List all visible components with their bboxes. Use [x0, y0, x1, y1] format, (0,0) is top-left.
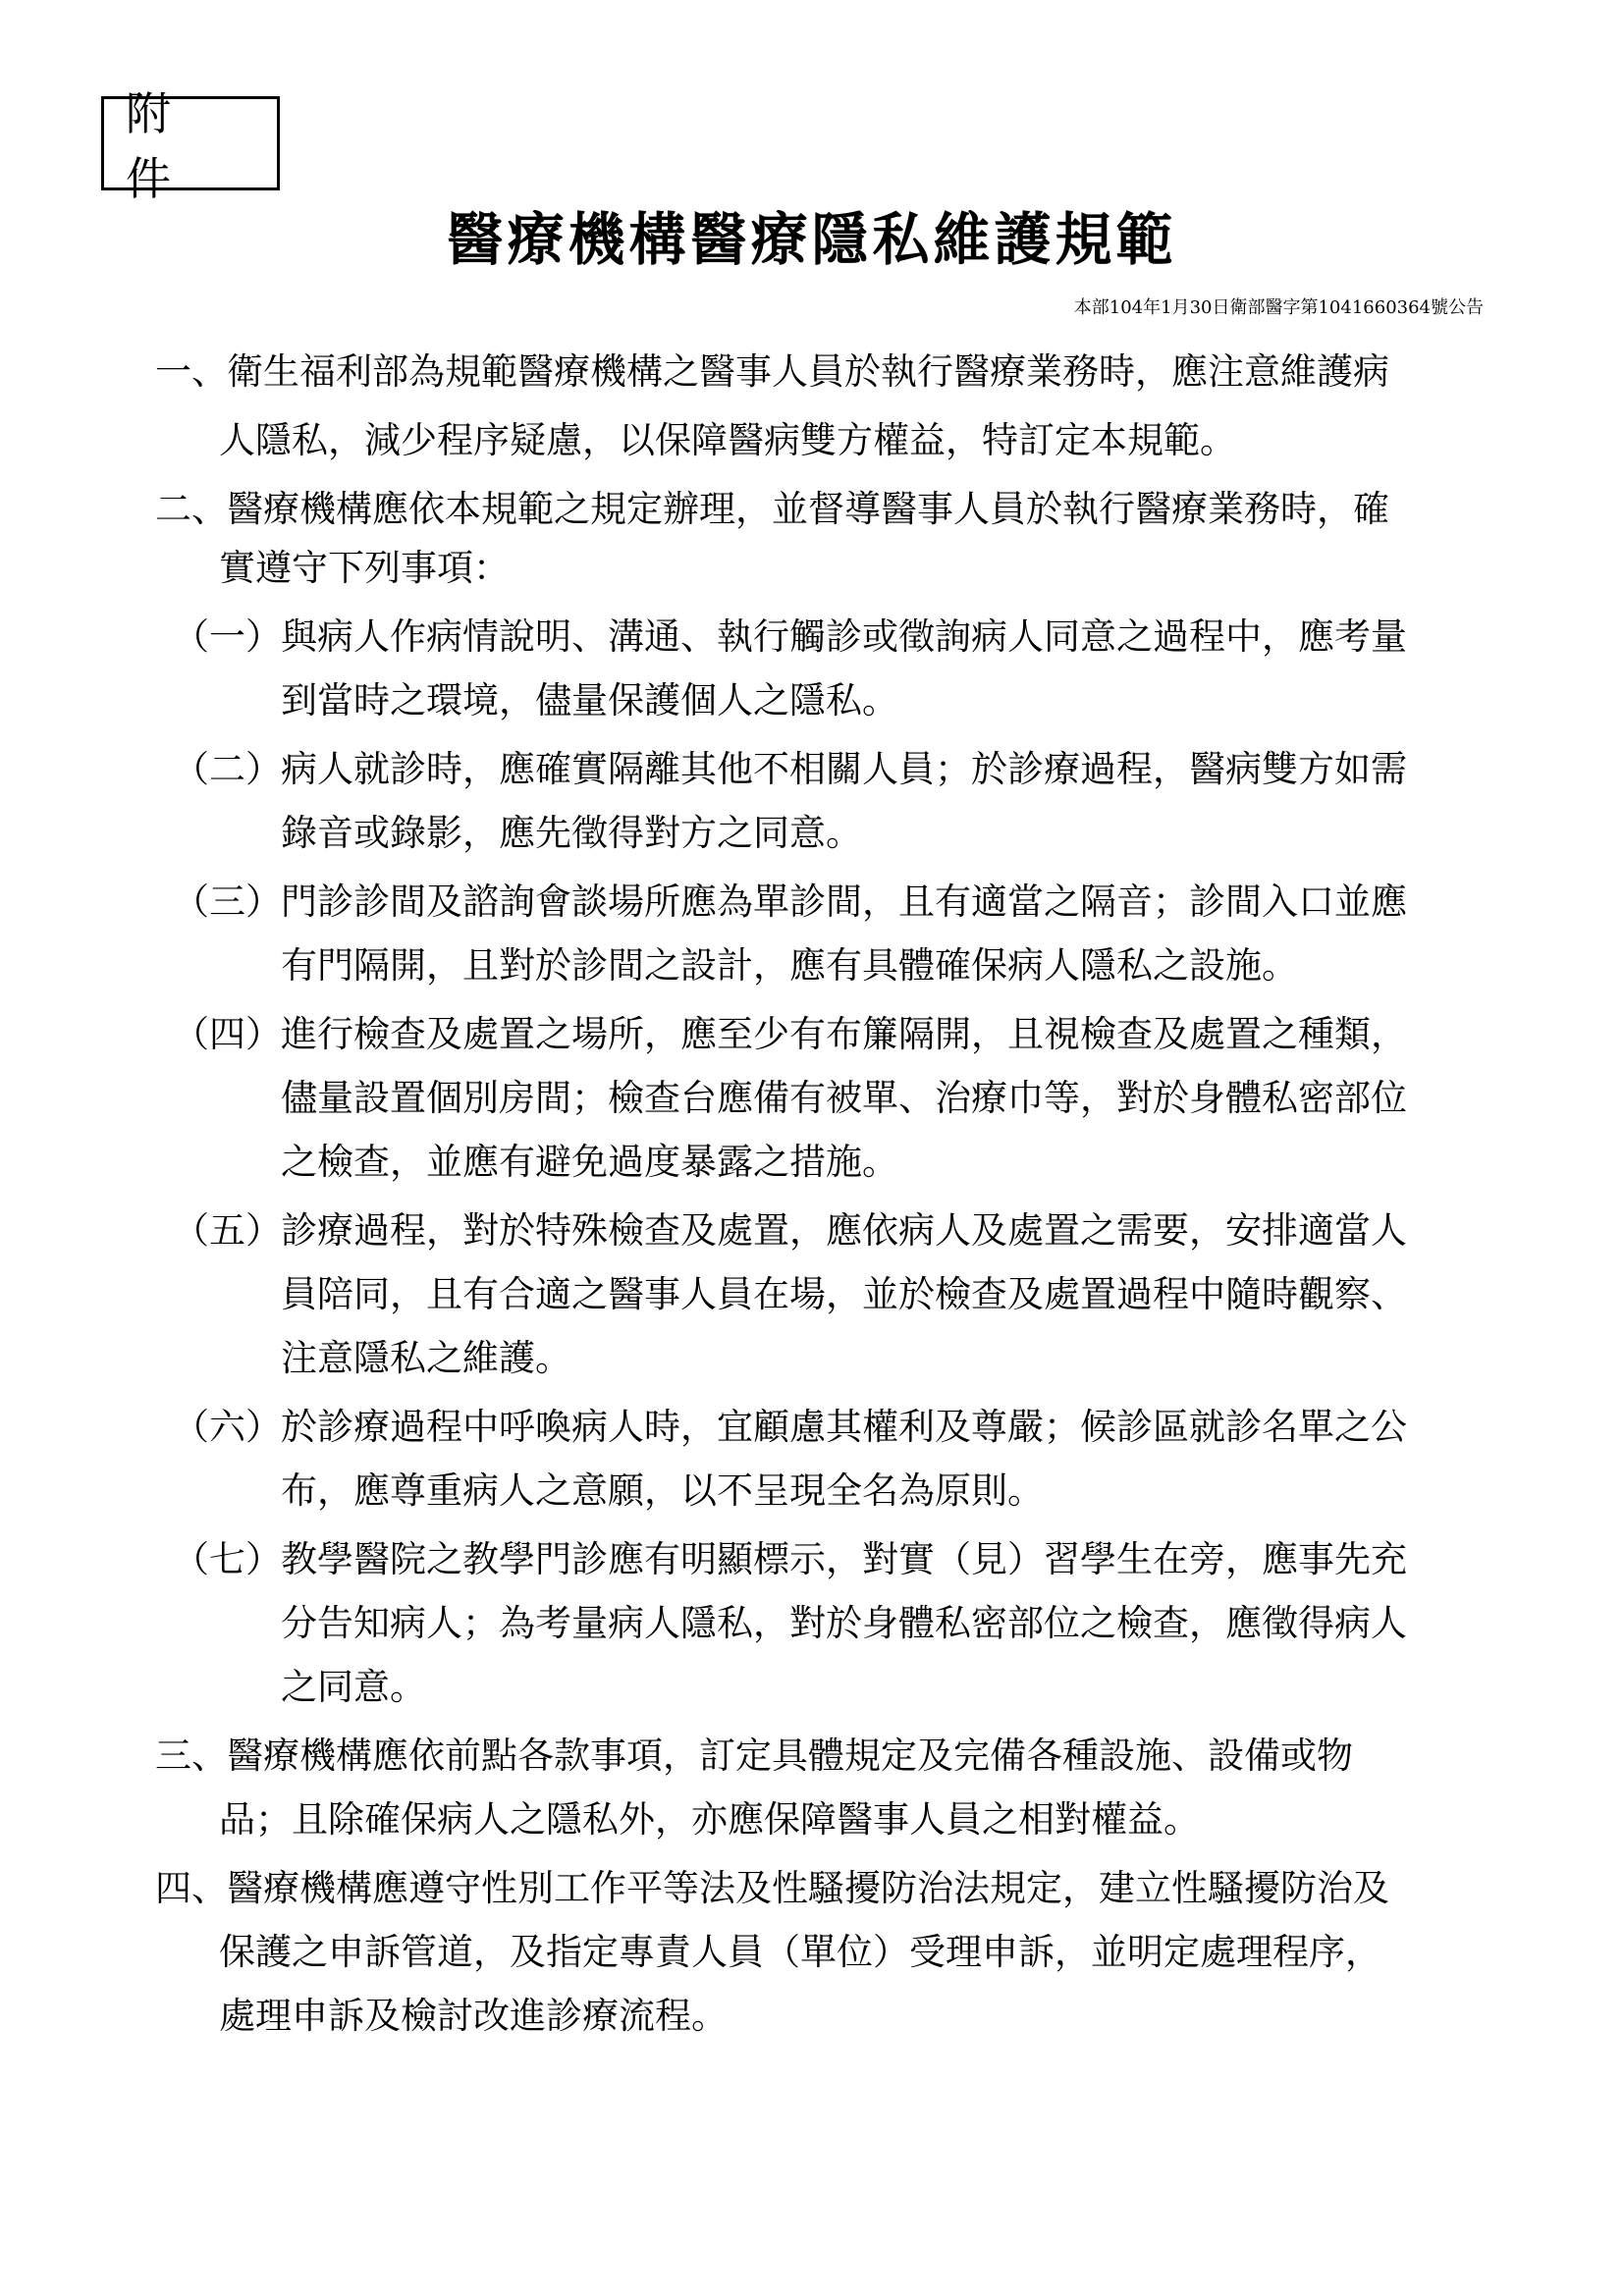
section-text-line: 注意隱私之維護。 — [281, 1337, 571, 1379]
section-number: （三） — [173, 881, 282, 923]
section-text-line: 醫療機構應依本規範之規定辦理，並督導醫事人員於執行醫療業務時，確 — [227, 488, 1389, 530]
section-number: （一） — [173, 615, 282, 658]
section-text-line: 醫療機構應遵守性別工作平等法及性騷擾防治法規定，建立性騷擾防治及 — [227, 1867, 1389, 1909]
section-text-line: 與病人作病情說明、溝通、執行觸診或徵詢病人同意之過程中，應考量 — [281, 615, 1407, 658]
section-number: 四、 — [155, 1867, 228, 1909]
section-number: 三、 — [155, 1735, 228, 1777]
section-text-line: 實遵守下列事項： — [219, 547, 510, 589]
section-text-line: 之檢查，並應有避免過度暴露之措施。 — [281, 1141, 898, 1183]
section-text-line: 儘量設置個別房間；檢查台應備有被單、治療巾等，對於身體私密部位 — [281, 1077, 1407, 1119]
section-number: （二） — [173, 748, 282, 790]
section-text-line: 教學醫院之教學門診應有明顯標示，對實（見）習學生在旁，應事先充 — [281, 1538, 1407, 1580]
section-text-line: 布，應尊重病人之意願，以不呈現全名為原則。 — [281, 1469, 1044, 1512]
section-text-line: 診療過程，對於特殊檢查及處置，應依病人及處置之需要，安排適當人 — [281, 1209, 1407, 1252]
section-text-line: 品；且除確保病人之隱私外，亦應保障醫事人員之相對權益。 — [219, 1798, 1200, 1841]
section-text-line: 處理申訴及檢討改進診療流程。 — [219, 1995, 728, 2037]
section-text-line: 保護之申訴管道，及指定專責人員（單位）受理申訴，並明定處理程序， — [219, 1931, 1381, 1973]
attachment-label: 附 件 — [101, 96, 280, 190]
section-text-line: 錄音或錄影，應先徵得對方之同意。 — [281, 812, 862, 854]
section-text-line: 有門隔開，且對於診間之設計，應有具體確保病人隱私之設施。 — [281, 944, 1298, 987]
announcement-reference: 本部104年1月30日衛部醫字第1041660364號公告 — [1073, 297, 1484, 318]
section-number: （七） — [173, 1538, 282, 1580]
section-number: （四） — [173, 1013, 282, 1055]
section-text-line: 進行檢查及處置之場所，應至少有布簾隔開，且視檢查及處置之種類， — [281, 1013, 1407, 1055]
section-text-line: 醫療機構應依前點各款事項，訂定具體規定及完備各種設施、設備或物 — [227, 1735, 1353, 1777]
section-text-line: 衛生福利部為規範醫療機構之醫事人員於執行醫療業務時，應注意維護病 — [227, 350, 1389, 393]
section-number: （六） — [173, 1406, 282, 1448]
section-text-line: 於診療過程中呼喚病人時，宜顧慮其權利及尊嚴；候診區就診名單之公 — [281, 1406, 1407, 1448]
section-text-line: 門診診間及諮詢會談場所應為單診間，且有適當之隔音；診間入口並應 — [281, 881, 1407, 923]
section-text-line: 到當時之環境，儘量保護個人之隱私。 — [281, 679, 898, 721]
section-text-line: 病人就診時，應確實隔離其他不相關人員；於診療過程，醫病雙方如需 — [281, 748, 1407, 790]
section-number: （五） — [173, 1209, 282, 1252]
section-number: 二、 — [155, 488, 228, 530]
section-number: 一、 — [155, 350, 228, 393]
section-text-line: 分告知病人；為考量病人隱私，對於身體私密部位之檢查，應徵得病人 — [281, 1602, 1407, 1644]
document-title: 醫療機構醫療隱私維護規範 — [446, 206, 1177, 273]
section-text-line: 之同意。 — [281, 1666, 426, 1708]
section-text-line: 人隱私，減少程序疑慮，以保障醫病雙方權益，特訂定本規範。 — [219, 419, 1236, 461]
section-text-line: 員陪同，且有合適之醫事人員在場，並於檢查及處置過程中隨時觀察、 — [281, 1273, 1407, 1315]
